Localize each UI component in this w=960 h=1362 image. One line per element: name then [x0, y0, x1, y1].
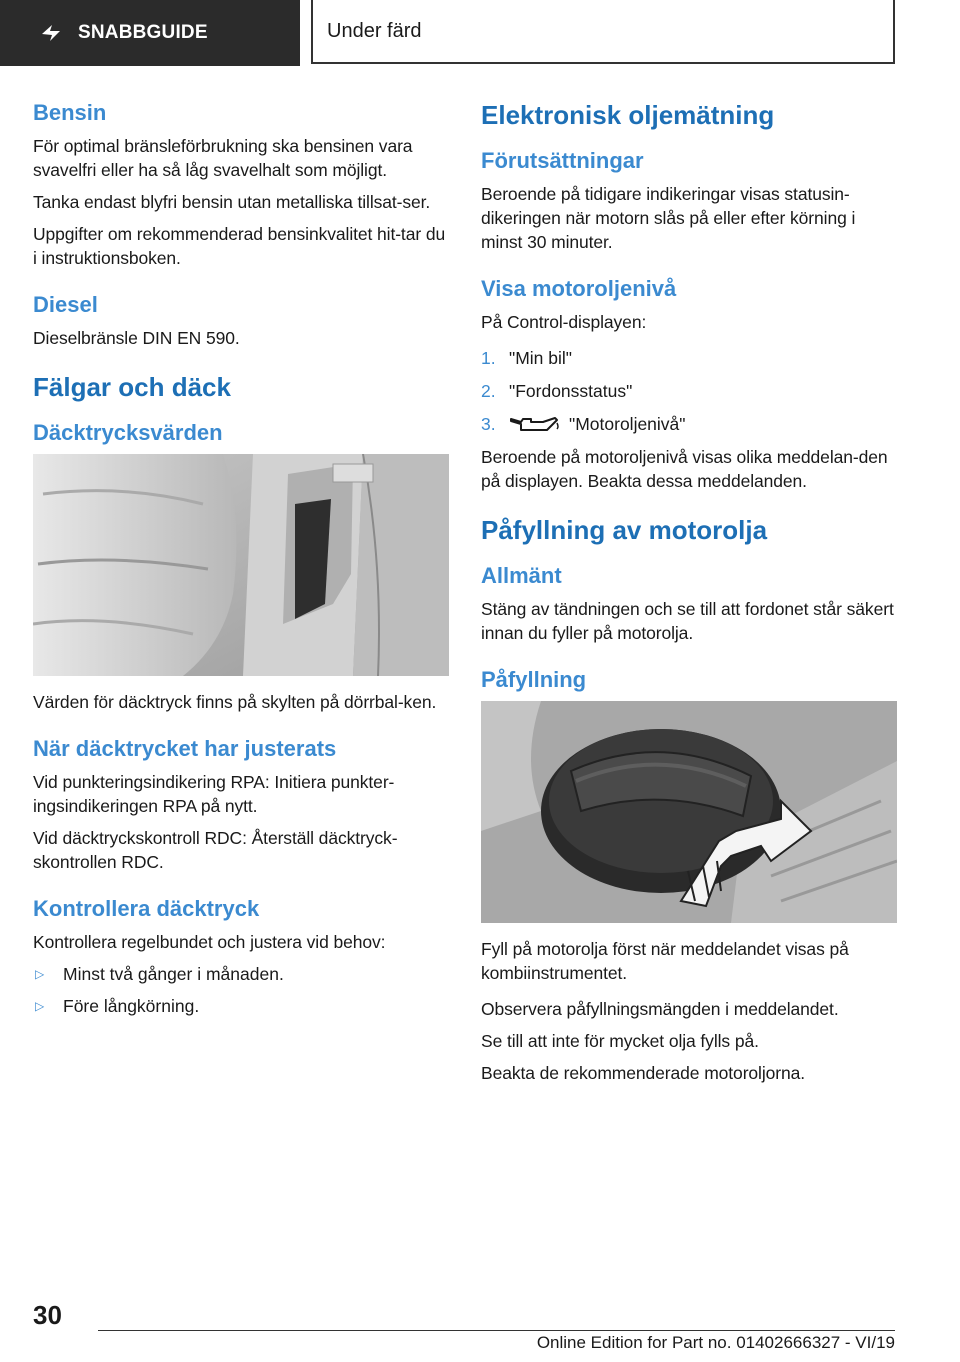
- tab-section[interactable]: [311, 0, 895, 64]
- section-bensin: [33, 98, 449, 270]
- heading-visa: Visa motoroljenivå: [481, 276, 677, 301]
- section-tryckvarden: [33, 690, 449, 714]
- justerat-text-1: Vid punkteringsindikering RPA: Initiera punkter-ingsindikeringen RPA på nytt.: [33, 772, 395, 816]
- section-justerat: [33, 734, 449, 874]
- heading-justerat: När däcktrycket har justerats: [33, 736, 337, 761]
- heading-pafyllning: Påfyllning: [481, 667, 587, 692]
- heading-diesel: Diesel: [33, 292, 98, 317]
- section-visa: [481, 274, 897, 493]
- heading-pafyllning-motorolja: Påfyllning av motorolja: [481, 515, 768, 545]
- heading-tryckvarden: Däcktrycksvärden: [33, 420, 223, 445]
- visa-steps: [481, 346, 897, 436]
- pafyllning-text-1: Fyll på motorolja först när meddelandet visas på kombiinstrumentet.: [481, 939, 849, 983]
- bensin-text-1: För optimal bränsleförbrukning ska bensinen vara svavelfri eller ha så låg svavelhalt som möjligt.: [33, 136, 413, 180]
- footer-divider: [98, 1330, 895, 1331]
- step-item: 1. "Min bil": [481, 348, 572, 368]
- pafyllning-text-3: Se till att inte för mycket olja fylls på.: [481, 1031, 759, 1051]
- bensin-text-3: Uppgifter om rekommenderad bensinkvalitet hit-tar du i instruktionsboken.: [33, 224, 446, 268]
- page-number: 30: [33, 1300, 62, 1330]
- visa-text-2: Beroende på motoroljenivå visas olika meddelan-den på displayen. Beakta dessa meddelanden.: [481, 447, 888, 491]
- justerat-text-2: Vid däcktryckskontroll RDC: Återställ däcktryck-skontrollen RDC.: [33, 828, 398, 872]
- heading-kontroll: Kontrollera däcktryck: [33, 896, 260, 921]
- pafyllning-text-2: Observera påfyllningsmängden i meddelandet.: [481, 999, 839, 1019]
- left-column: [33, 98, 449, 1038]
- forutsattningar-text: Beroende på tidigare indikeringar visas statusin-dikeringen när motorn slås på eller efter körning i minst 30 minuter.: [481, 184, 856, 252]
- section-kontroll: [33, 894, 449, 1018]
- list-item: ▷ Före långkörning.: [35, 996, 200, 1016]
- section-pafyllning: [481, 937, 897, 1085]
- tab-quickguide-label: SNABBGUIDE: [78, 22, 208, 43]
- oil-cap-figure: [481, 701, 897, 923]
- allmant-text: Stäng av tändningen och se till att fordonet står säkert innan du fyller på motorolja.: [481, 599, 894, 643]
- visa-intro: På Control-displayen:: [481, 312, 647, 332]
- right-column: [481, 98, 897, 1105]
- kontroll-list: [33, 962, 449, 1018]
- kontroll-text: Kontrollera regelbundet och justera vid behov:: [33, 932, 386, 952]
- step-item: 2. "Fordonsstatus": [481, 381, 633, 401]
- oil-can-icon: [509, 414, 561, 434]
- heading-forutsattningar: Förutsättningar: [481, 148, 644, 173]
- tab-section-label: Under färd: [327, 19, 422, 42]
- heading-falgar: Fälgar och däck: [33, 372, 231, 402]
- bullet-triangle-icon: ▷: [35, 967, 45, 981]
- footer-edition: Online Edition for Part no. 01402666327 - VI/19: [536, 1333, 895, 1352]
- tryckvarden-text: Värden för däcktryck finns på skylten på dörrbal-ken.: [33, 692, 437, 712]
- tab-quickguide[interactable]: [0, 0, 300, 66]
- list-item: ▷ Minst två gånger i månaden.: [35, 964, 284, 984]
- quickguide-icon: [38, 22, 66, 44]
- door-pillar-figure: [33, 454, 449, 676]
- step-item: 3. "Motoroljenivå": [481, 414, 686, 434]
- heading-oljematning: Elektronisk oljemätning: [481, 100, 775, 130]
- bensin-text-2: Tanka endast blyfri bensin utan metalliska tillsat-ser.: [33, 192, 431, 212]
- section-forutsattningar: [481, 146, 897, 254]
- heading-allmant: Allmänt: [481, 563, 562, 588]
- section-allmant: [481, 561, 897, 645]
- bullet-triangle-icon: ▷: [35, 999, 45, 1013]
- diesel-text: Dieselbränsle DIN EN 590.: [33, 328, 240, 348]
- heading-bensin: Bensin: [33, 100, 107, 125]
- section-diesel: [33, 290, 449, 350]
- pafyllning-text-4: Beakta de rekommenderade motoroljorna.: [481, 1063, 806, 1083]
